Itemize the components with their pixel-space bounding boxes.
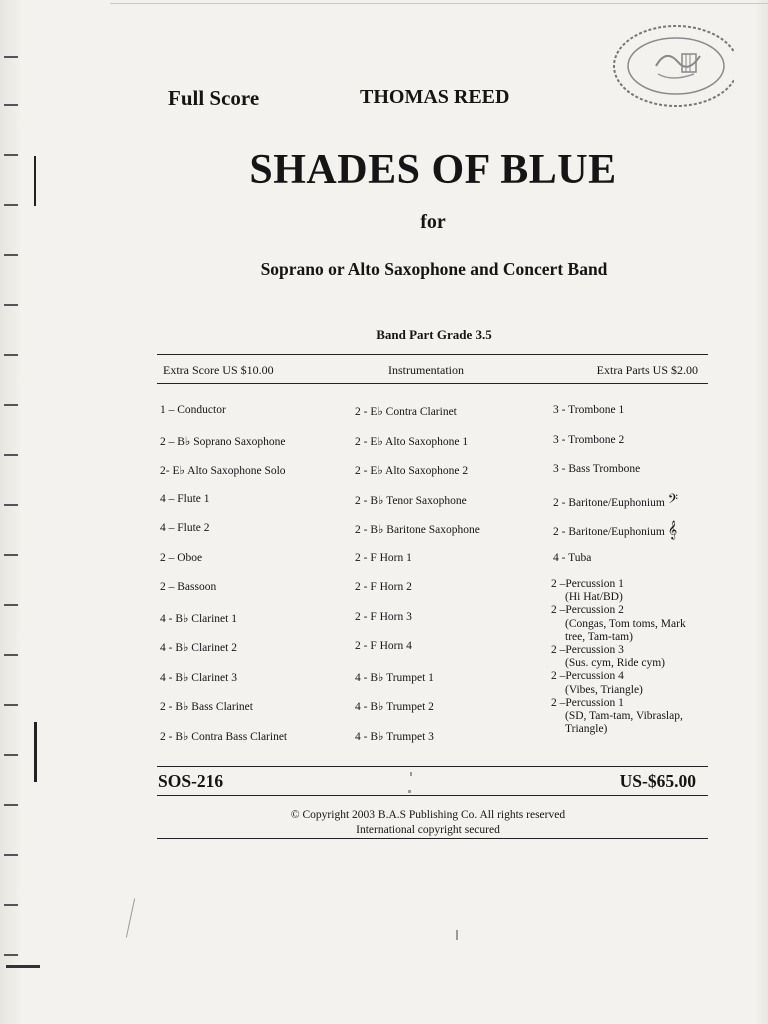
list-item: 2 - F Horn 1: [355, 551, 412, 564]
percussion-detail: (Sus. cym, Ride cym): [565, 657, 665, 670]
euphonium-bass-label: 2 - Baritone/Euphonium: [553, 496, 665, 509]
instrumentation-subtitle: Soprano or Alto Saxophone and Concert Band: [260, 259, 608, 279]
percussion-detail: Triangle): [565, 723, 608, 736]
list-item: 2 - F Horn 4: [355, 640, 412, 652]
euphonium-treble-label: 2 - Baritone/Euphonium: [553, 526, 665, 538]
percussion-detail: (Hi Hat/BD): [565, 591, 623, 604]
scan-speck: [126, 898, 135, 937]
treble-clef-icon: 𝄞: [667, 522, 678, 539]
full-score-label: Full Score: [168, 86, 260, 110]
list-item: 4 – Flute 2: [160, 522, 210, 534]
composer-name: THOMAS REED: [360, 86, 510, 108]
percussion-detail: tree, Tam-tam): [565, 630, 633, 643]
list-item: 3 - Bass Trombone: [553, 463, 641, 475]
percussion-line: 2 –Percussion 4: [551, 670, 624, 683]
percussion-detail: (Congas, Tom toms, Mark: [565, 617, 686, 630]
list-item: 4 - B♭ Clarinet 1: [160, 612, 237, 625]
instrument-column-3: [553, 404, 678, 581]
scan-speck: [408, 790, 411, 793]
list-item: [553, 493, 678, 523]
bass-clef-icon: 𝄢: [667, 492, 679, 510]
full-score-price: US-$65.00: [619, 771, 696, 791]
instrument-column-2: [355, 404, 480, 758]
list-item: 2 – Oboe: [160, 551, 203, 564]
list-item: 4 - Tuba: [553, 551, 592, 564]
international-copyright: International copyright secured: [356, 824, 500, 836]
list-item: 4 - B♭ Clarinet 2: [160, 642, 237, 654]
list-item: 2 - B♭ Contra Bass Clarinet: [160, 730, 288, 743]
list-item: 2 – B♭ Soprano Saxophone: [160, 435, 286, 448]
percussion-line: 2 –Percussion 3: [551, 644, 624, 657]
list-item: 2 - F Horn 2: [355, 581, 412, 593]
extra-score-price: Extra Score US $10.00: [163, 363, 274, 377]
copyright-line: © Copyright 2003 B.A.S Publishing Co. All rights reserved: [290, 809, 566, 821]
list-item: 1 – Conductor: [160, 404, 226, 416]
percussion-list: [551, 578, 686, 736]
list-item: 4 – Flute 1: [160, 492, 210, 505]
footer-rule-middle: [157, 795, 708, 796]
percussion-detail: (SD, Tam-tam, Vibraslap,: [565, 710, 683, 723]
percussion-line: 2 –Percussion 1: [551, 578, 624, 590]
list-item: 4 - B♭ Clarinet 3: [160, 671, 237, 684]
extra-parts-price: Extra Parts US $2.00: [596, 363, 698, 377]
list-item: [553, 522, 678, 552]
scan-speck: [410, 772, 412, 776]
list-item: 2 - E♭ Alto Saxophone 2: [355, 465, 469, 477]
header-rule-bottom: [157, 383, 708, 384]
list-item: 4 - B♭ Trumpet 2: [355, 701, 434, 713]
instrumentation-heading: Instrumentation: [388, 363, 464, 377]
percussion-detail: (Vibes, Triangle): [565, 683, 643, 696]
list-item: 3 - Trombone 1: [553, 404, 625, 416]
list-item: 4 - B♭ Trumpet 3: [355, 730, 434, 743]
band-grade: Band Part Grade 3.5: [376, 327, 492, 342]
list-item: 2 - B♭ Baritone Saxophone: [355, 524, 480, 536]
list-item: 2 – Bassoon: [160, 581, 217, 593]
list-item: 2 - E♭ Alto Saxophone 1: [355, 435, 469, 448]
catalog-number: SOS-216: [158, 771, 224, 791]
list-item: 3 - Trombone 2: [553, 433, 625, 446]
publisher-stamp: [604, 20, 734, 108]
footer-rule-top: [157, 766, 708, 767]
scan-speck: [456, 930, 458, 940]
list-item: 2 - B♭ Bass Clarinet: [160, 701, 253, 713]
percussion-line: 2 –Percussion 1: [551, 696, 624, 709]
piece-title: SHADES OF BLUE: [249, 147, 617, 193]
list-item: 2- E♭ Alto Saxophone Solo: [160, 465, 286, 477]
list-item: 2 - F Horn 3: [355, 610, 412, 623]
list-item: 2 - E♭ Contra Clarinet: [355, 406, 457, 418]
list-item: 4 - B♭ Trumpet 1: [355, 671, 434, 684]
for-label: for: [420, 211, 446, 233]
footer-rule-bottom: [157, 838, 708, 839]
header-rule-top: [157, 354, 708, 355]
instrument-column-1: [160, 404, 287, 758]
top-edge-line: [110, 3, 768, 4]
percussion-line: 2 –Percussion 2: [551, 604, 624, 617]
list-item: 2 - B♭ Tenor Saxophone: [355, 494, 467, 507]
